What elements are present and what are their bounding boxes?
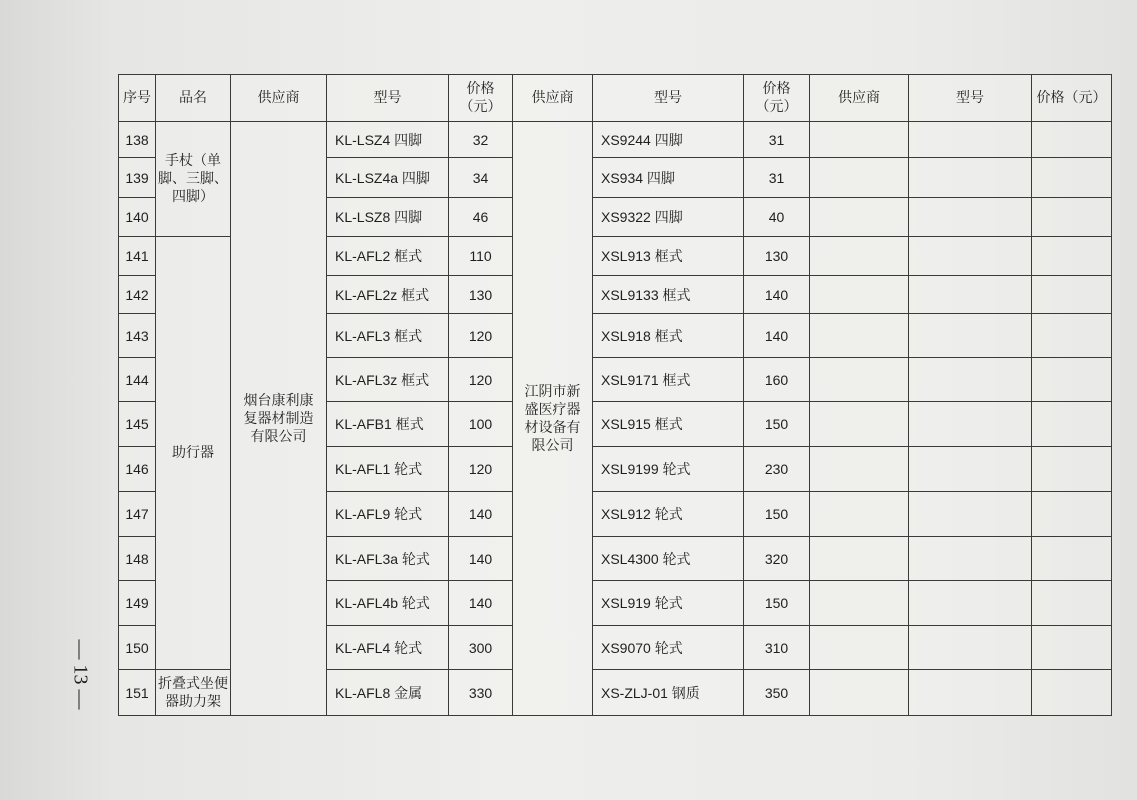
empty-cell [1032,158,1112,198]
price-2: 150 [744,402,810,447]
header-price-1: 价格（元） [449,75,513,122]
empty-cell [810,198,909,237]
header-supplier-1: 供应商 [231,75,327,122]
model-1: KL-AFL8 金属 [327,670,449,716]
model-2: XS9322 四脚 [593,198,744,237]
price-2: 31 [744,122,810,158]
empty-cell [810,447,909,492]
row-seq: 148 [119,537,156,581]
supplier-xinsheng: 江阴市新盛医疗器材设备有限公司 [513,122,593,716]
table-row [119,122,1112,158]
header-supplier-3: 供应商 [810,75,909,122]
model-1: KL-LSZ4 四脚 [327,122,449,158]
empty-cell [1032,358,1112,402]
empty-cell [909,122,1032,158]
row-seq: 142 [119,276,156,314]
product-commode-frame: 折叠式坐便器助力架 [156,670,231,716]
empty-cell [1032,670,1112,716]
empty-cell [810,492,909,537]
price-1: 120 [449,314,513,358]
row-seq: 143 [119,314,156,358]
empty-cell [1032,402,1112,447]
empty-cell [810,158,909,198]
model-2: XSL913 框式 [593,237,744,276]
row-seq: 145 [119,402,156,447]
empty-cell [909,581,1032,626]
price-1: 110 [449,237,513,276]
model-1: KL-AFL1 轮式 [327,447,449,492]
model-2: XSL915 框式 [593,402,744,447]
header-price-2: 价格（元） [744,75,810,122]
model-2: XSL4300 轮式 [593,537,744,581]
price-2: 140 [744,314,810,358]
price-2: 150 [744,581,810,626]
row-seq: 149 [119,581,156,626]
empty-cell [810,122,909,158]
price-2: 310 [744,626,810,670]
model-2: XSL9171 框式 [593,358,744,402]
price-table [118,74,1112,716]
empty-cell [909,237,1032,276]
empty-cell [1032,198,1112,237]
model-1: KL-AFL2z 框式 [327,276,449,314]
price-1: 46 [449,198,513,237]
page-number [62,636,98,712]
header-product: 品名 [156,75,231,122]
model-2: XS934 四脚 [593,158,744,198]
empty-cell [1032,492,1112,537]
empty-cell [909,276,1032,314]
price-2: 130 [744,237,810,276]
row-seq: 138 [119,122,156,158]
empty-cell [810,237,909,276]
model-2: XSL9199 轮式 [593,447,744,492]
row-seq: 150 [119,626,156,670]
model-1: KL-LSZ4a 四脚 [327,158,449,198]
price-2: 350 [744,670,810,716]
model-1: KL-AFL3z 框式 [327,358,449,402]
empty-cell [1032,537,1112,581]
supplier-kangli: 烟台康利康复器材制造有限公司 [231,122,327,716]
empty-cell [810,314,909,358]
empty-cell [1032,626,1112,670]
empty-cell [810,626,909,670]
price-1: 100 [449,402,513,447]
row-seq: 140 [119,198,156,237]
empty-cell [909,198,1032,237]
empty-cell [810,358,909,402]
empty-cell [909,626,1032,670]
price-2: 160 [744,358,810,402]
model-2: XS9070 轮式 [593,626,744,670]
product-walker: 助行器 [156,237,231,670]
model-2: XSL919 轮式 [593,581,744,626]
empty-cell [1032,447,1112,492]
page-number-text: — 13 — [69,639,92,709]
model-2: XSL9133 框式 [593,276,744,314]
header-seq: 序号 [119,75,156,122]
model-2: XS-ZLJ-01 钢质 [593,670,744,716]
price-2: 230 [744,447,810,492]
model-2: XS9244 四脚 [593,122,744,158]
empty-cell [810,276,909,314]
header-model-3: 型号 [909,75,1032,122]
price-1: 120 [449,447,513,492]
model-1: KL-AFL2 框式 [327,237,449,276]
empty-cell [810,537,909,581]
empty-cell [909,358,1032,402]
price-2: 320 [744,537,810,581]
header-supplier-2: 供应商 [513,75,593,122]
model-1: KL-AFL4b 轮式 [327,581,449,626]
price-2: 40 [744,198,810,237]
price-1: 120 [449,358,513,402]
price-1: 140 [449,492,513,537]
empty-cell [909,158,1032,198]
empty-cell [1032,276,1112,314]
price-1: 32 [449,122,513,158]
model-2: XSL912 轮式 [593,492,744,537]
model-1: KL-AFL4 轮式 [327,626,449,670]
empty-cell [909,492,1032,537]
row-seq: 147 [119,492,156,537]
empty-cell [1032,314,1112,358]
product-crutch: 手杖（单脚、三脚、四脚） [156,122,231,237]
row-seq: 146 [119,447,156,492]
price-2: 150 [744,492,810,537]
price-2: 31 [744,158,810,198]
row-seq: 151 [119,670,156,716]
empty-cell [1032,122,1112,158]
price-1: 330 [449,670,513,716]
model-1: KL-AFL9 轮式 [327,492,449,537]
empty-cell [909,537,1032,581]
model-1: KL-AFB1 框式 [327,402,449,447]
empty-cell [1032,581,1112,626]
empty-cell [1032,237,1112,276]
empty-cell [909,670,1032,716]
price-1: 130 [449,276,513,314]
row-seq: 141 [119,237,156,276]
model-1: KL-LSZ8 四脚 [327,198,449,237]
header-model-2: 型号 [593,75,744,122]
model-1: KL-AFL3 框式 [327,314,449,358]
model-1: KL-AFL3a 轮式 [327,537,449,581]
header-model-1: 型号 [327,75,449,122]
empty-cell [810,402,909,447]
header-row [119,75,1112,122]
empty-cell [810,670,909,716]
empty-cell [909,402,1032,447]
price-2: 140 [744,276,810,314]
row-seq: 144 [119,358,156,402]
header-price-3: 价格（元） [1032,75,1112,122]
model-2: XSL918 框式 [593,314,744,358]
price-1: 140 [449,537,513,581]
empty-cell [909,447,1032,492]
empty-cell [909,314,1032,358]
empty-cell [810,581,909,626]
price-1: 140 [449,581,513,626]
row-seq: 139 [119,158,156,198]
price-1: 300 [449,626,513,670]
price-1: 34 [449,158,513,198]
